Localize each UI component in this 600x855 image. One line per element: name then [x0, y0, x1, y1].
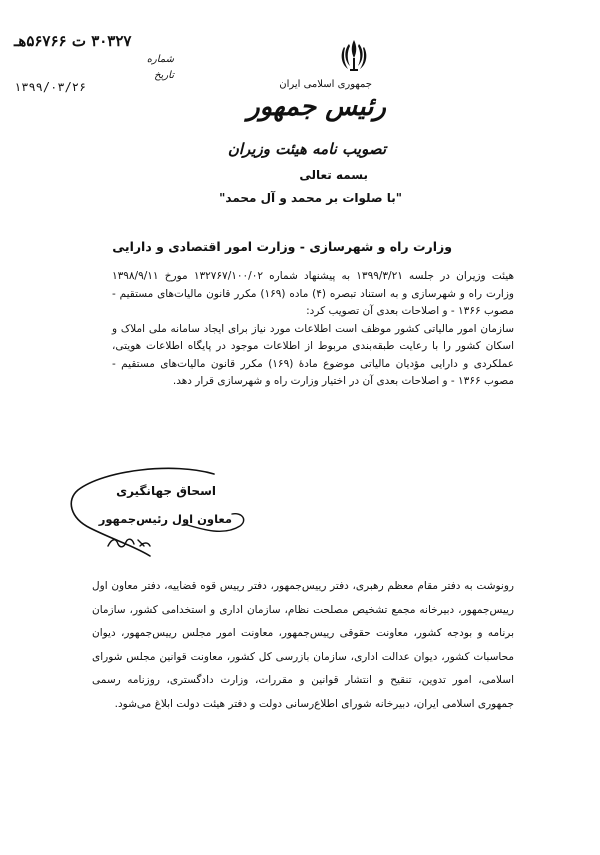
body-paragraph-2: سازمان امور مالیاتی کشور موظف است اطلاعات مورد نیاز برای ایجاد سامانه ملی املاک و اسکان کشور را با رعایت طبقه‌بندی مربوط از اطلاعات موجود در پایگاه اطلاعات هویتی، عملکردی و دارایی مؤدیان مالیاتی موضوع مادهٔ (۱۶۹) مکرر قانون مالیات‌های مستقیم - مصوب ۱۳۶۶ - و اصلاحات بعدی آن در اختیار وزارت راه و شهرسازی قرار دهد.	[112, 322, 514, 387]
signature-block	[72, 476, 252, 556]
copies-text: رونوشت به دفتر مقام معظم رهبری، دفتر رییس‌جمهور، دفتر رییس قوه قضاییه، دفتر معاون اول رییس‌جمهور، دبیرخانه مجمع تشخیص مصلحت نظام، سازمان اداری و استخدامی کشور، سازمان برنامه و بودجه کشور، معاونت حقوقی رییس‌جمهور، معاونت امور مجلس رییس‌جمهور، دیوان محاسبات کشور، دیوان عدالت اداری، سازمان بازرسی کل کشور، معاونت قوانین مجلس شورای اسلامی، امور تدوین، تنقیح و انتشار قوانین و مقررات، وزارت دادگستری، روزنامه رسمی جمهوری اسلامی ایران، دبیرخانه شورای اطلاع‌رسانی دولت و دفتر هیئت دولت ابلاغ می‌شود.	[92, 580, 514, 710]
date-label: تاریخ	[154, 70, 174, 81]
president-title: رئیس جمهور	[247, 92, 386, 122]
body-paragraph-1: هیئت وزیران در جلسه ۱۳۹۹/۳/۲۱ به پیشنهاد شماره ۱۳۲۷۶۷/۱۰۰/۰۲ مورخ ۱۳۹۸/۹/۱۱ وزارت راه و شهرسازی و به استناد تبصره (۴) ماده (۱۶۹) مکرر قانون مالیات‌های مستقیم - مصوب ۱۳۶۶ - و اصلاحات بعدی آن تصویب کرد:	[112, 270, 515, 317]
copies-distribution	[92, 575, 514, 716]
date-value: ۱۳۹۹/۰۳/۲۶	[14, 80, 87, 94]
salawat-line: "با صلوات بر محمد و آل محمد"	[219, 191, 402, 205]
iran-emblem-icon	[340, 38, 368, 72]
basmala: بسمه تعالی	[299, 168, 368, 182]
reference-number: ۳۰۳۲۷ ت ۵۶۷۶۶هـ	[14, 32, 132, 50]
number-label: شماره	[146, 54, 174, 65]
resolution-body	[112, 268, 514, 391]
handwritten-signature-icon	[104, 532, 154, 552]
signatory-title: معاون اول رئیس‌جمهور	[98, 512, 232, 526]
addressees: وزارت راه و شهرسازی - وزارت امور اقتصادی و دارایی	[112, 239, 452, 254]
signatory-name: اسحاق جهانگیری	[116, 484, 216, 498]
cabinet-resolution-title: تصویب نامه هیئت وزیران	[227, 140, 386, 158]
republic-label: جمهوری اسلامی ایران	[279, 79, 372, 90]
reference-block	[14, 30, 174, 94]
number-row	[14, 52, 174, 68]
